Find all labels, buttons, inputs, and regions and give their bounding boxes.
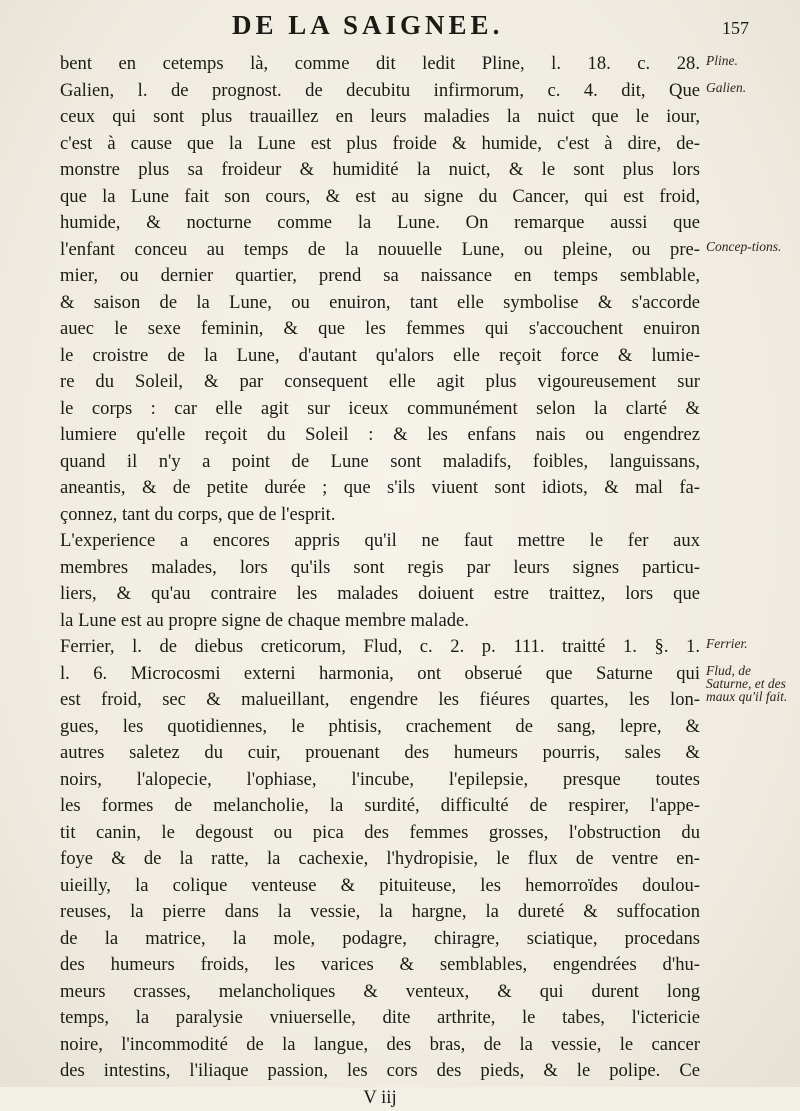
text-line: des humeurs froids, les varices & semblables, engendrées d'hu- [60,952,700,979]
text-line: monstre plus sa froideur & humidité la nuict, & le sont plus lors [60,157,700,184]
text-line: autres saletez du cuir, prouenant des humeurs pourris, sales & [60,740,700,767]
text-line: çonnez, tant du corps, que de l'esprit. [60,502,700,529]
text-line: noire, l'incommodité de la langue, des bras, de la vessie, le cancer [60,1032,700,1059]
signature-mark: V iij [60,1085,700,1111]
text-line: re du Soleil, & par consequent elle agit plus vigoureusement sur [60,369,700,396]
text-line: lumiere qu'elle reçoit du Soleil : & les enfans nais ou engendrez [60,422,700,449]
text-line: foye & de la ratte, la cachexie, l'hydropisie, le flux de ventre en- [60,846,700,873]
margin-note: Pline. [706,54,796,67]
text-line: tit canin, le degoust ou pica des femmes grosses, l'obstruction du [60,820,700,847]
text-line: quand il n'y a point de Lune sont maladifs, foibles, languissans, [60,449,700,476]
text-line: c'est à cause que la Lune est plus froide & humide, c'est à dire, de- [60,131,700,158]
text-line: ceux qui sont plus trauaillez en leurs maladies la nuict que le iour, [60,104,700,131]
text-line: le croistre de la Lune, d'autant qu'alors elle reçoit force & lumie- [60,343,700,370]
text-line: noirs, l'alopecie, l'ophiase, l'incube, l'epilepsie, presque toutes [60,767,700,794]
text-line: humide, & nocturne comme la Lune. On remarque aussi que [60,210,700,237]
text-line: Ferrier, l. de diebus creticorum, Flud, c. 2. p. 111. traitté 1. §. 1. [60,634,700,661]
text-line: est froid, sec & malueillant, engendre les fiéures quartes, les lon- [60,687,700,714]
running-title: DE LA SAIGNEE. [232,10,503,41]
text-line: & saison de la Lune, ou enuiron, tant elle symbolise & s'accorde [60,290,700,317]
body-text [60,51,700,1111]
text-line: des intestins, l'iliaque passion, les cors des pieds, & le polipe. Ce [60,1058,700,1085]
text-line: uieilly, la colique venteuse & pituiteuse, les hemorroïdes doulou- [60,873,700,900]
text-line: que la Lune fait son cours, & est au signe du Cancer, qui est froid, [60,184,700,211]
page-number: 157 [722,18,749,39]
margin-note: Ferrier. [706,637,796,650]
page-header [0,8,800,48]
text-line: les formes de melancholie, la surdité, difficulté de respirer, l'appe- [60,793,700,820]
text-line: temps, la paralysie vniuerselle, dite arthrite, le tabes, l'ictericie [60,1005,700,1032]
text-line: le corps : car elle agit sur iceux communément selon la clarté & [60,396,700,423]
text-line: l'enfant conceu au temps de la nouuelle Lune, ou pleine, ou pre- [60,237,700,264]
text-line: L'experience a encores appris qu'il ne faut mettre le fer aux [60,528,700,555]
margin-note: Concep-tions. [706,240,796,253]
text-line: l. 6. Microcosmi externi harmonia, ont obserué que Saturne qui [60,661,700,688]
text-line: meurs crasses, melancholiques & venteux, & qui durent long [60,979,700,1006]
text-line: gues, les quotidiennes, le phtisis, crachement de sang, lepre, & [60,714,700,741]
text-line: Galien, l. de prognost. de decubitu infirmorum, c. 4. dit, Que [60,78,700,105]
text-line: liers, & qu'au contraire les malades doiuent estre traittez, lors que [60,581,700,608]
text-line: reuses, la pierre dans la vessie, la hargne, la dureté & suffocation [60,899,700,926]
text-line: mier, ou dernier quartier, prend sa naissance en temps semblable, [60,263,700,290]
text-line: la Lune est au propre signe de chaque membre malade. [60,608,700,635]
text-line: membres malades, lors qu'ils sont regis par leurs signes particu- [60,555,700,582]
text-line: de la matrice, la mole, podagre, chiragre, sciatique, procedans [60,926,700,953]
margin-note: Galien. [706,81,796,94]
margin-note: Flud, de Saturne, et des maux qu'il fait. [706,664,796,703]
text-line: aneantis, & de petite durée ; que s'ils viuent sont idiots, & mal fa- [60,475,700,502]
text-line: auec le sexe feminin, & que les femmes qui s'accouchent enuiron [60,316,700,343]
text-line: bent en cetemps là, comme dit ledit Pline, l. 18. c. 28. [60,51,700,78]
